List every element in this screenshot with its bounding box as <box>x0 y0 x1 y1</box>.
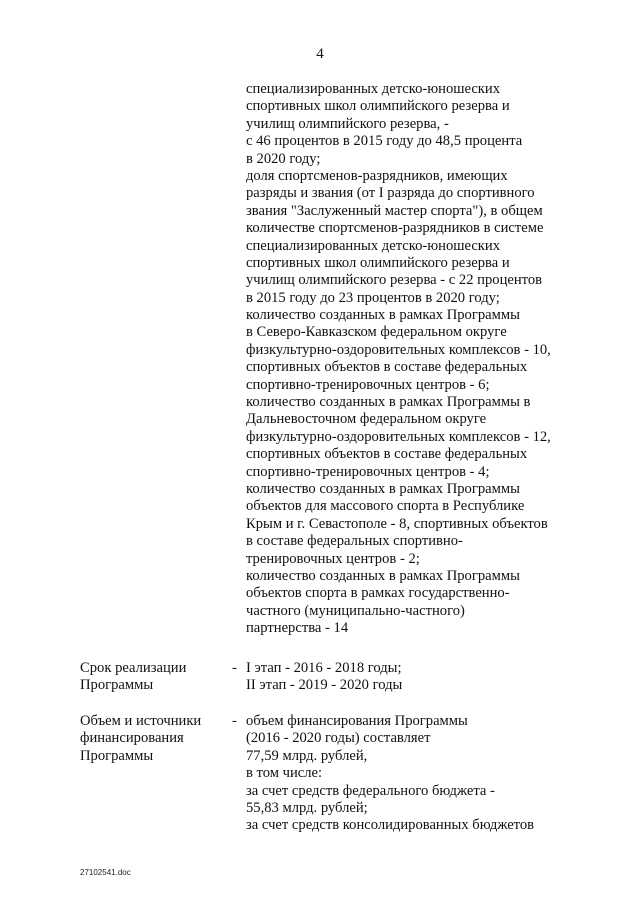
text-line: училищ олимпийского резерва, - <box>246 115 449 132</box>
text-line: спортивных школ олимпийского резерва и <box>246 254 510 271</box>
funding-label-line: финансирования <box>80 730 184 747</box>
timeline-value-line: I этап - 2016 - 2018 годы; <box>246 660 402 676</box>
text-line: училищ олимпийского резерва - с 22 процентов <box>246 272 543 289</box>
text-line: физкультурно-оздоровительных комплексов - 12, <box>246 428 551 445</box>
text-line: частного (муниципально-частного) <box>246 602 465 619</box>
funding-dash: - <box>232 713 237 729</box>
timeline-dash: - <box>232 660 237 676</box>
text-line: с 46 процентов в 2015 году до 48,5 процента <box>246 133 523 150</box>
text-line: количестве спортсменов-разрядников в системе <box>246 220 544 237</box>
text-line: объектов спорта в рамках государственно- <box>246 585 510 602</box>
text-line: звания "Заслуженный мастер спорта"), в общем <box>246 202 543 219</box>
text-line: количество созданных в рамках Программы <box>246 480 520 497</box>
text-line: объектов для массового спорта в Республике <box>246 498 525 515</box>
funding-value-line: 77,59 млрд. рублей, <box>246 747 368 764</box>
text-line: количество созданных в рамках Программы в <box>246 394 531 411</box>
timeline-label <box>80 660 225 695</box>
funding-value-line: за счет средств федерального бюджета - <box>246 782 495 799</box>
timeline-label-line: Программы <box>80 677 154 694</box>
text-line: количество созданных в рамках Программы <box>246 307 520 324</box>
text-line: спортивно-тренировочных центров - 4; <box>246 463 490 480</box>
timeline-value <box>246 660 596 695</box>
page-number: 4 <box>316 46 324 62</box>
funding-label <box>80 713 225 765</box>
text-line: в 2015 году до 23 процентов в 2020 году; <box>246 289 500 306</box>
continued-indicators-text <box>246 81 596 638</box>
funding-label-line: Программы <box>80 747 154 764</box>
text-line: спортивно-тренировочных центров - 6; <box>246 376 490 393</box>
funding-value-line: (2016 - 2020 годы) составляет <box>246 730 431 747</box>
text-line: физкультурно-оздоровительных комплексов - 10, <box>246 341 551 358</box>
timeline-label-line: Срок реализации <box>80 660 187 676</box>
timeline-value-line: II этап - 2019 - 2020 годы <box>246 677 403 694</box>
funding-value <box>246 713 596 835</box>
text-line: разряды и звания (от I разряда до спортивного <box>246 185 535 202</box>
text-line: спортивных школ олимпийского резерва и <box>246 98 510 115</box>
text-line: тренировочных центров - 2; <box>246 550 420 567</box>
funding-value-line: в том числе: <box>246 765 323 782</box>
funding-value-line: 55,83 млрд. рублей; <box>246 799 368 816</box>
text-line: в составе федеральных спортивно- <box>246 533 463 550</box>
text-line: в Северо-Кавказском федеральном округе <box>246 324 507 341</box>
footer-filename: 27102541.doc <box>80 868 131 877</box>
text-line: Дальневосточном федеральном округе <box>246 411 487 428</box>
funding-label-line: Объем и источники <box>80 713 202 729</box>
funding-value-line: объем финансирования Программы <box>246 713 468 729</box>
text-line: в 2020 году; <box>246 150 321 167</box>
text-line: спортивных объектов в составе федеральных <box>246 359 528 376</box>
text-line: партнерства - 14 <box>246 620 349 637</box>
text-line: доля спортсменов-разрядников, имеющих <box>246 167 508 184</box>
text-line: Крым и г. Севастополе - 8, спортивных объектов <box>246 515 548 532</box>
text-line: специализированных детско-юношеских <box>246 237 501 254</box>
funding-value-line: за счет средств консолидированных бюджетов <box>246 817 535 834</box>
text-line: спортивных объектов в составе федеральных <box>246 446 528 463</box>
text-line: количество созданных в рамках Программы <box>246 567 520 584</box>
text-line: специализированных детско-юношеских <box>246 81 501 97</box>
